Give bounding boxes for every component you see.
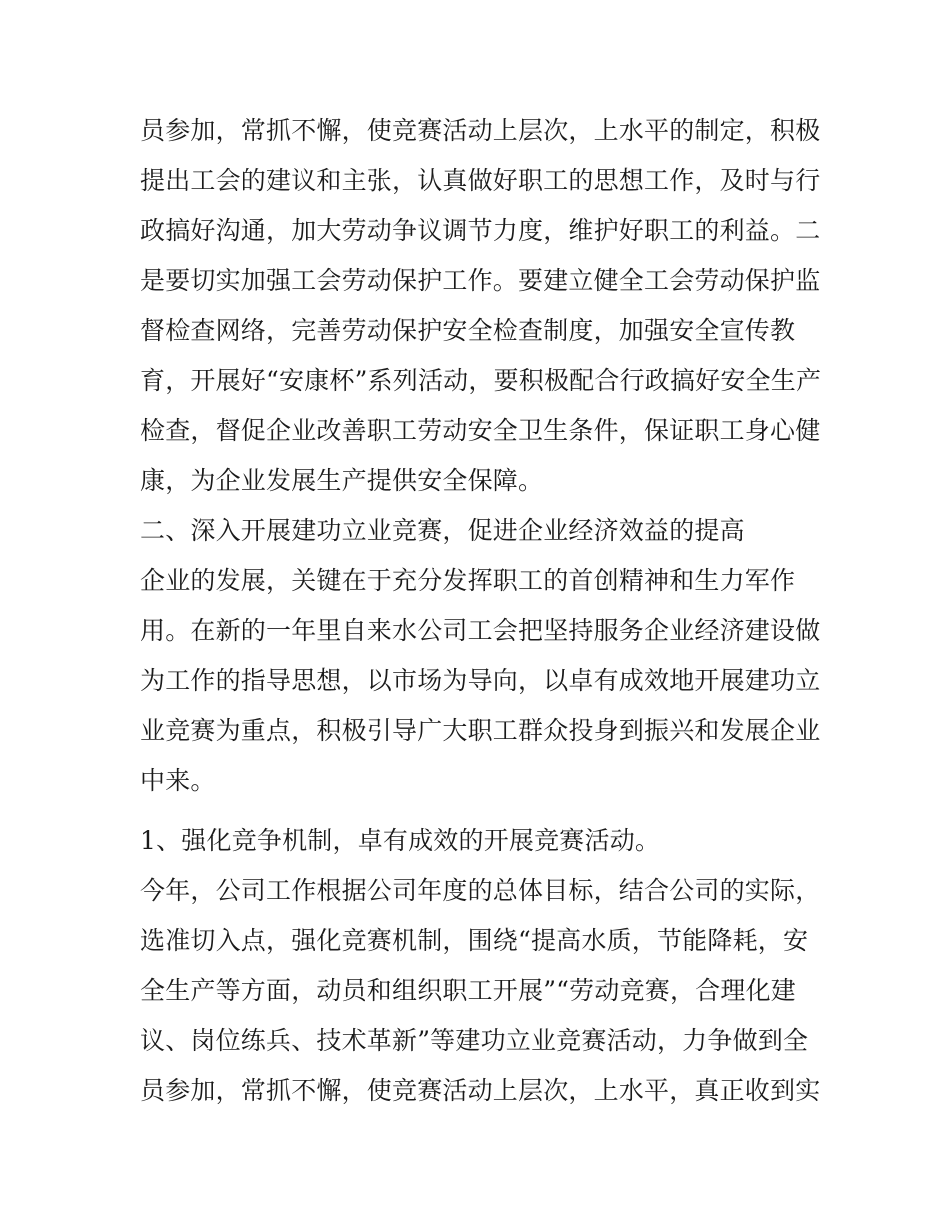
text-line: 中来。 (140, 766, 216, 795)
text-line: 议、岗位练兵、技术革新”等建功立业竞赛活动，力争做到全 (140, 1026, 809, 1055)
text-line: 企业的发展，关键在于充分发挥职工的首创精神和生力军作 (140, 566, 796, 595)
text-line: 员参加，常抓不懈，使竞赛活动上层次，上水平的制定，积极 (140, 116, 821, 145)
text-line: 全生产等方面，动员和组织职工开展”“劳动竞赛，合理化建 (140, 976, 796, 1005)
text-line: 选准切入点，强化竞赛机制，围绕“提高水质，节能降耗，安 (140, 926, 809, 955)
text-line: 政搞好沟通，加大劳动争议调节力度，维护好职工的利益。二 (140, 216, 821, 245)
text-line: 检查，督促企业改善职工劳动安全卫生条件，保证职工身心健 (140, 416, 821, 445)
text-line: 是要切实加强工会劳动保护工作。要建立健全工会劳动保护监 (140, 266, 821, 295)
text-line: 康，为企业发展生产提供安全保障。 (140, 466, 544, 495)
text-line: 为工作的指导思想，以市场为导向，以卓有成效地开展建功立 (140, 666, 821, 695)
text-line: 用。在新的一年里自来水公司工会把坚持服务企业经济建设做 (140, 616, 821, 645)
text-line: 业竞赛为重点，积极引导广大职工群众投身到振兴和发展企业 (140, 716, 821, 745)
text-line: 育，开展好“安康杯”系列活动，要积极配合行政搞好安全生产 (140, 366, 822, 395)
text-line: 提出工会的建议和主张，认真做好职工的思想工作，及时与行 (140, 166, 821, 195)
subsection-heading: 1、强化竞争机制，卓有成效的开展竞赛活动。 (140, 826, 661, 855)
section-heading: 二、深入开展建功立业竞赛，促进企业经济效益的提高 (140, 516, 745, 545)
text-line: 督检查网络，完善劳动保护安全检查制度，加强安全宣传教 (140, 316, 796, 345)
text-line: 员参加，常抓不懈，使竞赛活动上层次，上水平，真正收到实 (140, 1076, 821, 1105)
text-line: 今年，公司工作根据公司年度的总体目标，结合公司的实际， (140, 876, 821, 905)
